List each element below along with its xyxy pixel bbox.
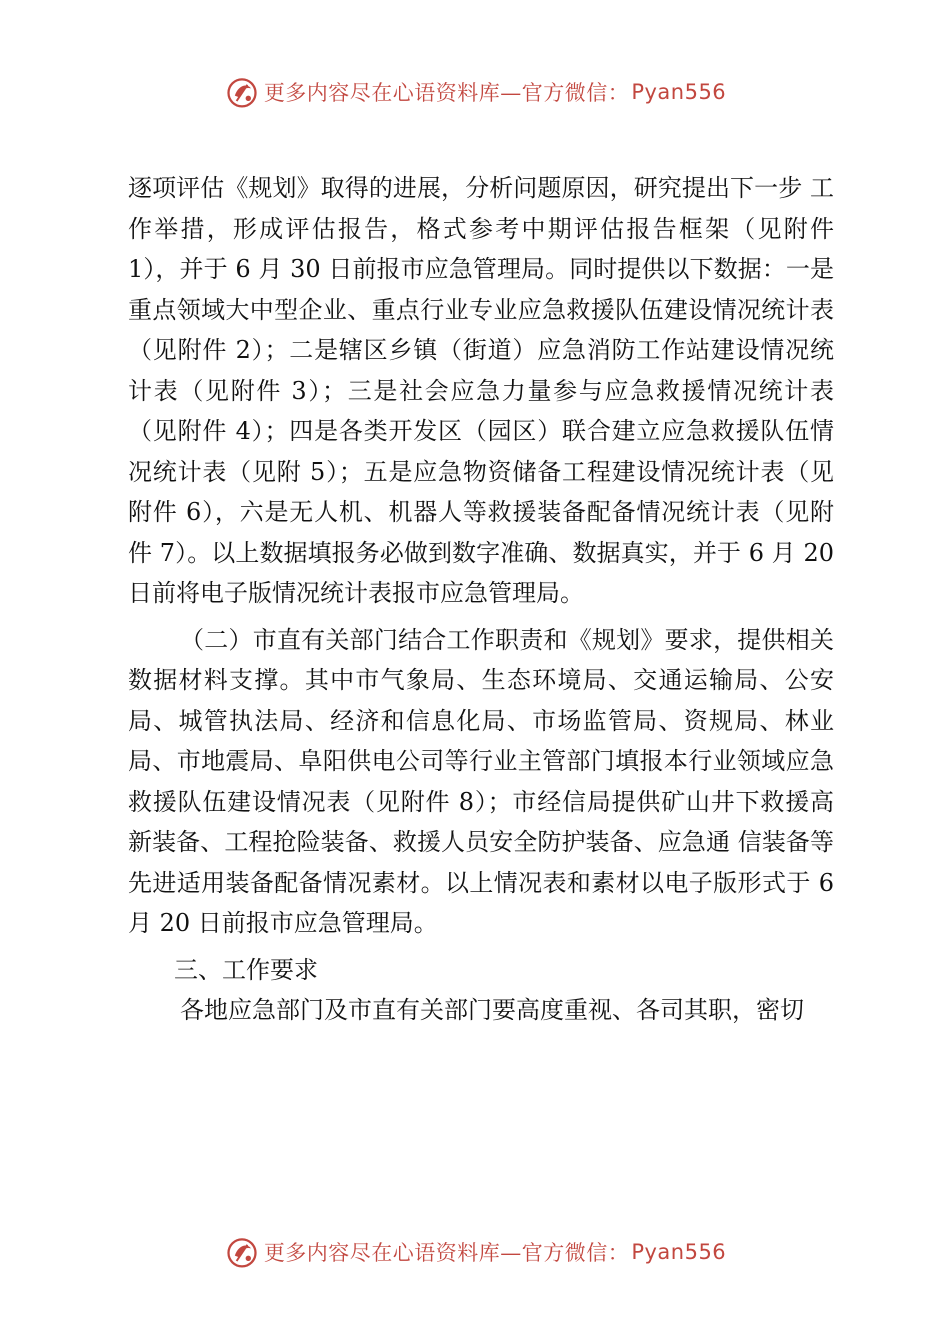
watermark-text: 更多内容尽在心语资料库—官方微信： — [263, 1241, 630, 1265]
watermark-logo-icon — [224, 1234, 260, 1270]
watermark-wechat-id: Pyan556 — [631, 1240, 727, 1264]
paragraph-departments: （二）市直有关部门结合工作职责和《规划》要求，提供相关数据材料支撑。其中市气象局、生态环境局、交通运输局、公安局、城管执法局、经济和信息化局、市场监管局、资规局、林业局、市地震局、阜阳供电公司等行业主管部门填报本行业领域应急救援队伍建设情况表（见附件 8）；市经信局提供矿山井下救援高新装备、工程抢险装备、救援人员安全防护装备、应急通 信装备等先进适用装备配备情况素材。以上情况表和素材以电子版形式于 6 月 20 日前报市应急管理局。 — [128, 625, 834, 937]
watermark-footer — [0, 1234, 950, 1270]
watermark-header — [0, 74, 950, 110]
watermark-text: 更多内容尽在心语资料库—官方微信： — [263, 81, 630, 105]
watermark-wechat-id: Pyan556 — [631, 80, 727, 104]
paragraph-evaluation: 逐项评估《规划》取得的进展，分析问题原因，研究提出下一步 工作举措，形成评估报告，格式参考中期评估报告框架（见附件 1），并于 6 月 30 日前报市应急管理局。同时提供以下数据：一是重点领域大中型企业、重点行业专业应急救援队伍建设情况统计表（见附件 2）；二是辖区乡镇（街道）应急消防工作站建设情况统计表（见附件 3）；三是社会应急力量参与应急救援情况统计表（见附件 4）；四是各类开发区（园区）联合建立应急救援队伍情况统计表（见附 5）；五是应急物资储备工程建设情况统计表（见附件 6），六是无人机、机器人等救援装备配备情况统计表（见附件 7）。以上数据填报务必做到数字准确、数据真实，并于 6 月 20 日前将电子版情况统计表报市应急管理局。 — [128, 174, 834, 607]
watermark-logo-icon — [224, 74, 260, 110]
paragraph-requirements: 各地应急部门及市直有关部门要高度重视、各司其职，密切 — [180, 996, 804, 1024]
section-heading-work-requirements: 三、工作要求 — [174, 955, 318, 984]
document-body — [128, 168, 834, 1031]
